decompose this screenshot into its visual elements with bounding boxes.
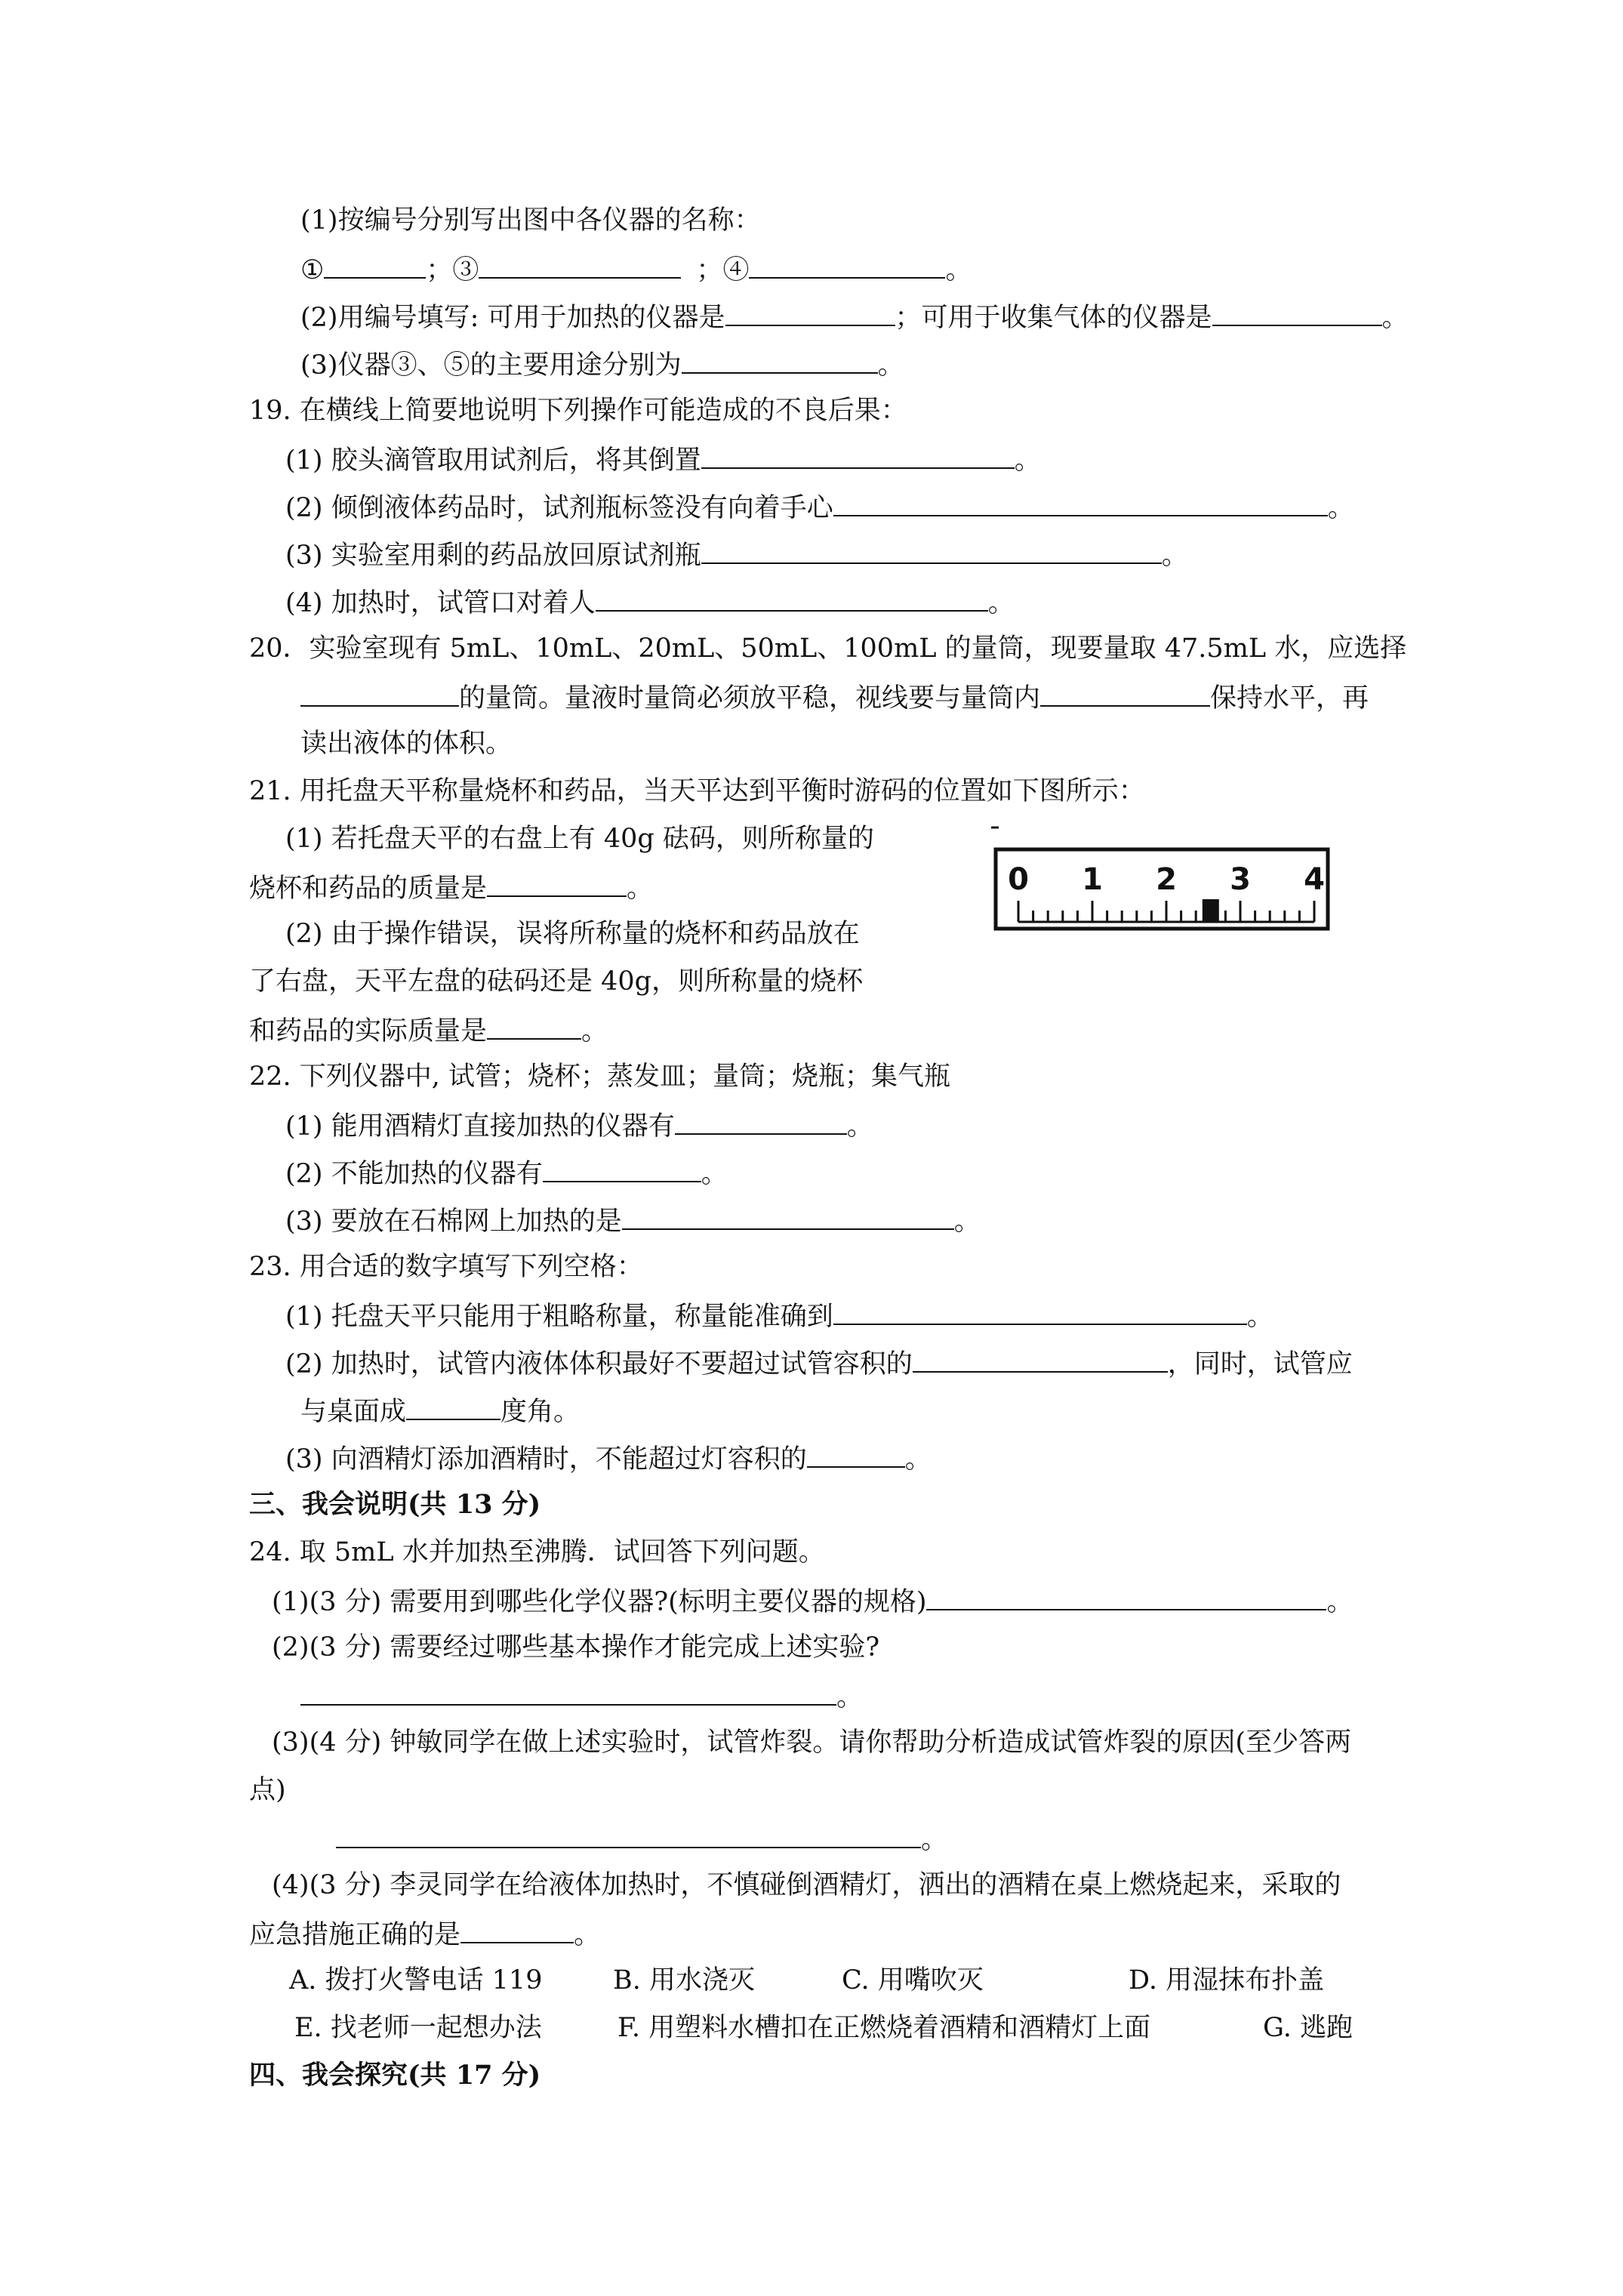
q19-item-2: (2) 倾倒液体药品时，试剂瓶标签没有向着手心 。 <box>285 489 1354 525</box>
answer-blank[interactable] <box>487 870 627 897</box>
scale-label: 2 <box>1156 862 1177 897</box>
q24-part3-line1: (3)(4 分) 钟敏同学在做上述实验时，试管炸裂。请你帮助分析造成试管炸裂的原因(至少答两 <box>272 1727 1352 1758</box>
q23-part1: (1) 托盘天平只能用于粗略称量，称量能准确到 。 <box>285 1298 1273 1333</box>
instrument-3-label: ③ <box>452 255 479 285</box>
answer-blank[interactable] <box>833 1298 1247 1325</box>
q22-item-1: (1) 能用酒精灯直接加热的仪器有 。 <box>285 1108 873 1143</box>
q18-part1-blanks: ① ；③ ；④ 。 <box>300 251 972 287</box>
answer-blank[interactable] <box>324 251 426 279</box>
q24-option-c[interactable]: C. 用嘴吹灭 <box>842 1965 984 1996</box>
scale-label: 0 <box>1008 862 1029 897</box>
q24-part3-line2: 点) <box>249 1775 286 1805</box>
balance-rider-scale-figure <box>985 815 1340 944</box>
answer-blank[interactable] <box>1040 680 1210 707</box>
q24-option-b[interactable]: B. 用水浇灭 <box>613 1965 755 1996</box>
q22-item-3: (3) 要放在石棉网上加热的是 。 <box>285 1203 981 1238</box>
q19-item-3: (3) 实验室用剩的药品放回原试剂瓶 。 <box>285 537 1188 572</box>
scale-label: 4 <box>1304 862 1325 897</box>
q21-stem: 21. 用托盘天平称量烧杯和药品，当天平达到平衡时游码的位置如下图所示： <box>249 776 1145 806</box>
scale-label: 3 <box>1230 862 1251 897</box>
q24-part3-answer: 。 <box>336 1821 947 1857</box>
q24-part1: (1)(3 分) 需要用到哪些化学仪器?(标明主要仪器的规格) 。 <box>272 1583 1354 1619</box>
answer-blank[interactable] <box>596 584 988 612</box>
q24-stem: 24. 取 5mL 水并加热至沸腾．试回答下列问题。 <box>249 1537 825 1567</box>
q21-part2-line3: 和药品的实际质量是 。 <box>249 1012 608 1048</box>
answer-blank[interactable] <box>1212 299 1382 326</box>
answer-blank[interactable] <box>926 1583 1326 1610</box>
answer-blank[interactable] <box>807 1441 905 1468</box>
instrument-1-label: ① <box>300 255 325 285</box>
section-4-heading: 四、我会探究(共 17 分) <box>249 2060 541 2091</box>
answer-blank[interactable] <box>622 1203 954 1230</box>
q20-line-2: 的量筒。量液时量筒必须放平稳，视线要与量筒内 保持水平，再 <box>300 680 1369 715</box>
answer-blank[interactable] <box>701 442 1015 469</box>
answer-blank[interactable] <box>336 1821 921 1848</box>
q22-item-2: (2) 不能加热的仪器有 。 <box>285 1155 728 1191</box>
q24-part2-answer: 。 <box>300 1678 863 1714</box>
q19-stem: 19. 在横线上简要地说明下列操作可能造成的不良后果： <box>249 396 907 426</box>
q24-part4-line1: (4)(3 分) 李灵同学在给液体加热时，不慎碰倒酒精灯，洒出的酒精在桌上燃烧起来，采取的 <box>272 1870 1341 1900</box>
q24-option-d[interactable]: D. 用湿抹布扑盖 <box>1129 1965 1325 1996</box>
q23-part2-line2: 与桌面成 度角。 <box>300 1393 580 1428</box>
q23-stem: 23. 用合适的数字填写下列空格： <box>249 1252 643 1282</box>
q20-line-1: 20．实验室现有 5mL、10mL、20mL、50mL、100mL 的量筒，现要量取 47.5mL 水，应选择 <box>249 633 1407 664</box>
answer-blank[interactable] <box>300 680 459 707</box>
answer-blank[interactable] <box>675 1108 847 1135</box>
q18-part3: (3)仪器③、⑤的主要用途分别为 。 <box>300 347 904 382</box>
section-3-heading: 三、我会说明(共 13 分) <box>249 1489 541 1520</box>
answer-blank[interactable] <box>833 489 1328 516</box>
answer-blank[interactable] <box>479 251 681 279</box>
q21-part2-line2: 了右盘，天平左盘的砝码还是 40g，则所称量的烧杯 <box>249 966 864 997</box>
q20-line-3: 读出液体的体积。 <box>300 729 513 759</box>
q24-part4-line2: 应急措施正确的是 。 <box>249 1916 600 1952</box>
answer-blank[interactable] <box>300 1678 836 1706</box>
rider-marker <box>1203 899 1219 922</box>
answer-blank[interactable] <box>749 251 945 279</box>
q23-part3: (3) 向酒精灯添加酒精时，不能超过灯容积的 。 <box>285 1441 932 1476</box>
answer-blank[interactable] <box>701 537 1162 564</box>
q21-part2-line1: (2) 由于操作错误，误将所称量的烧杯和药品放在 <box>285 919 860 949</box>
scale-label: 1 <box>1082 862 1103 897</box>
q18-part1-heading: (1)按编号分别写出图中各仪器的名称： <box>300 205 761 236</box>
q22-stem: 22. 下列仪器中, 试管；烧杯；蒸发皿；量筒；烧瓶；集气瓶 <box>249 1062 951 1092</box>
answer-blank[interactable] <box>725 299 895 326</box>
q19-item-4: (4) 加热时，试管口对着人 。 <box>285 584 1015 620</box>
q24-option-g[interactable]: G. 逃跑 <box>1263 2013 1353 2043</box>
q24-option-f[interactable]: F. 用塑料水槽扣在正燃烧着酒精和酒精灯上面 <box>617 2013 1151 2043</box>
answer-blank[interactable] <box>487 1012 581 1040</box>
q18-part2: (2)用编号填写: 可用于加热的仪器是 ；可用于收集气体的仪器是 。 <box>300 299 1409 334</box>
answer-blank[interactable] <box>913 1345 1168 1373</box>
q24-part2: (2)(3 分) 需要经过哪些基本操作才能完成上述实验? <box>272 1632 880 1663</box>
instrument-4-label: ④ <box>722 255 750 285</box>
q19-item-1: (1) 胶头滴管取用试剂后，将其倒置 。 <box>285 442 1041 477</box>
q24-option-a[interactable]: A. 拨打火警电话 119 <box>289 1965 543 1996</box>
q21-part1-line1: (1) 若托盘天平的右盘上有 40g 砝码，则所称量的 <box>285 824 874 854</box>
q24-option-e[interactable]: E. 找老师一起想办法 <box>294 2013 542 2043</box>
answer-blank[interactable] <box>406 1393 500 1420</box>
answer-blank[interactable] <box>682 347 878 374</box>
answer-blank[interactable] <box>543 1155 701 1182</box>
q23-part2-line1: (2) 加热时，试管内液体体积最好不要超过试管容积的 ，同时，试管应 <box>285 1345 1353 1381</box>
answer-blank[interactable] <box>460 1916 574 1943</box>
q21-part1-line2: 烧杯和药品的质量是 。 <box>249 870 653 905</box>
